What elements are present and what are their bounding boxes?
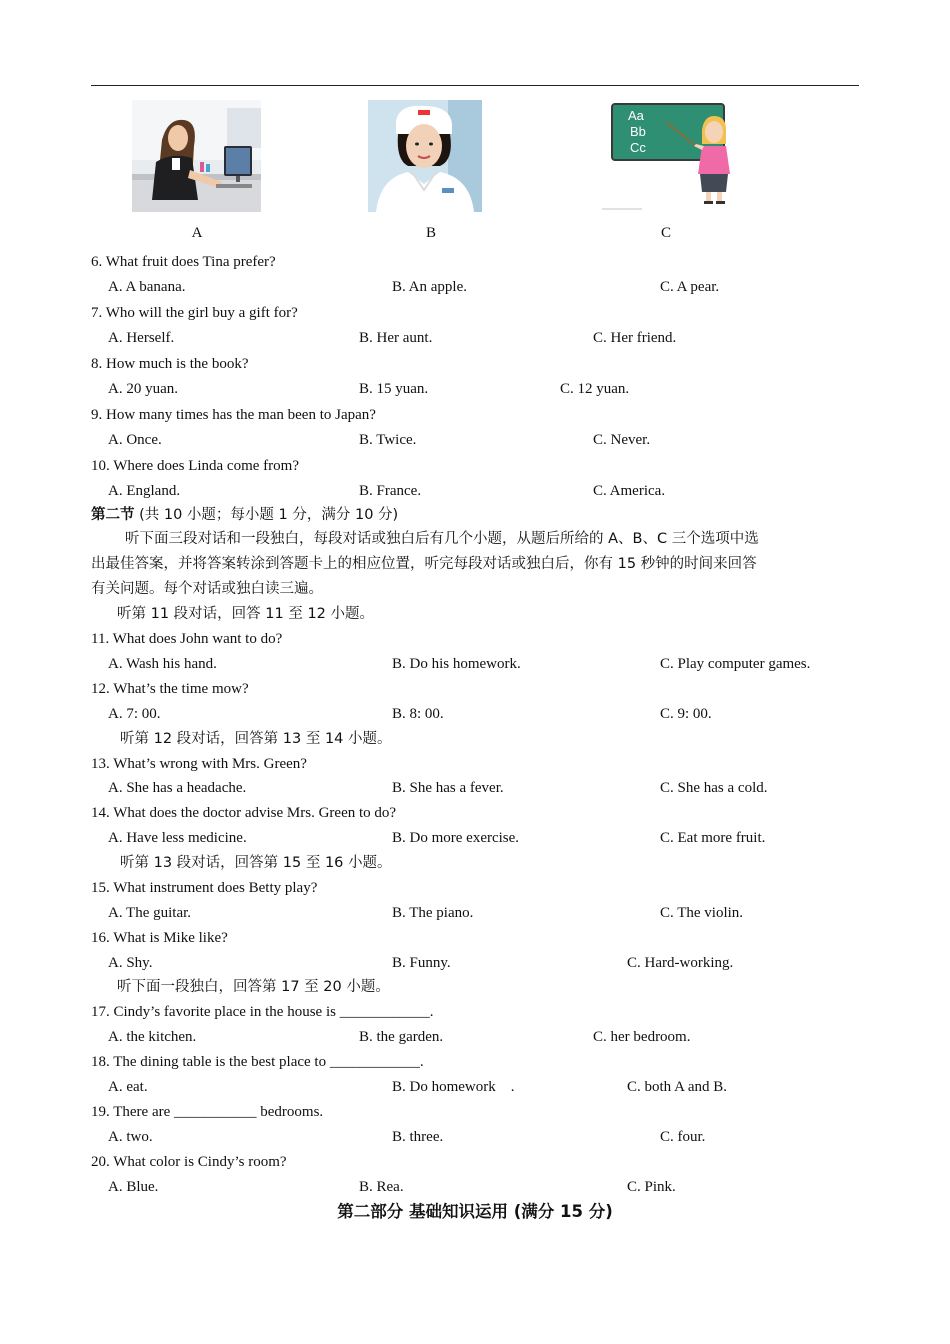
question-text: 17. Cindy’s favorite place in the house is ____________. [91,1004,434,1020]
question-text: 13. What’s wrong with Mrs. Green? [91,756,307,772]
option-a: A. the kitchen. [108,1029,197,1045]
options-6 [0,276,950,298]
group-heading-2 [0,728,950,750]
question-text: 19. There are ___________ bedrooms. [91,1104,324,1120]
question-12 [0,678,950,700]
group-heading-1 [0,603,950,625]
part-2-title [0,1200,950,1224]
question-20 [0,1151,950,1173]
option-a: A. Blue. [108,1179,159,1195]
options-12 [0,703,950,725]
options-7 [0,327,950,349]
question-6 [0,251,950,273]
option-b: B. An apple. [392,279,467,295]
option-b: B. She has a fever. [392,780,504,796]
board-text-1: Aa [628,108,644,123]
question-18 [0,1051,950,1073]
instruction-text: 有关问题。每个对话或独白读三遍。 [91,581,323,597]
question-text: 12. What’s the time mow? [91,681,249,697]
option-c: C. 9: 00. [660,706,712,722]
question-text: 7. Who will the girl buy a gift for? [91,305,298,321]
options-13 [0,777,950,799]
options-18 [0,1076,950,1098]
option-a: A. eat. [108,1079,148,1095]
option-a: A. The guitar. [108,905,192,921]
picture-label-c: C [660,225,671,241]
options-10 [0,480,950,502]
question-14 [0,802,950,824]
group-heading-text: 听第 11 段对话，回答 11 至 12 小题。 [117,606,375,622]
instruction-line-2 [0,553,950,575]
group-heading-4 [0,976,950,998]
question-17 [0,1001,950,1023]
question-text: 10. Where does Linda come from? [91,458,299,474]
question-text: 18. The dining table is the best place to ____________. [91,1054,424,1070]
options-20 [0,1176,950,1198]
option-c: C. 12 yuan. [560,381,630,397]
question-text: 16. What is Mike like? [91,930,228,946]
option-c: C. her bedroom. [593,1029,691,1045]
option-b: B. Do homework . [392,1079,515,1095]
option-b: B. Funny. [392,955,451,971]
question-text: 14. What does the doctor advise Mrs. Green to do? [91,805,397,821]
question-text: 15. What instrument does Betty play? [91,880,318,896]
option-b: B. Do his homework. [392,656,521,672]
instruction-line-1 [0,528,950,550]
option-a: A. Herself. [108,330,175,346]
option-c: C. Hard-working. [627,955,734,971]
instruction-text: 出最佳答案，并将答案转涂到答题卡上的相应位置，听完每段对话或独白后，你有 15 秒钟的时间来回答 [91,556,757,572]
option-a: A. Shy. [108,955,153,971]
picture-label-a: A [191,225,203,241]
nurse-picture [368,100,482,212]
options-8 [0,378,950,400]
options-9 [0,429,950,451]
option-b: B. Her aunt. [359,330,433,346]
option-b: B. 15 yuan. [359,381,429,397]
option-c: C. A pear. [660,279,720,295]
question-9 [0,404,950,426]
group-heading-text: 听第 12 段对话，回答第 13 至 14 小题。 [120,731,392,747]
option-c: C. America. [593,483,666,499]
option-c: C. Pink. [627,1179,676,1195]
option-a: A. A banana. [108,279,186,295]
option-c: C. four. [660,1129,706,1145]
options-11 [0,653,950,675]
option-b: B. The piano. [392,905,474,921]
question-19 [0,1101,950,1123]
option-a: A. Have less medicine. [108,830,247,846]
option-b: B. Rea. [359,1179,404,1195]
question-text: 8. How much is the book? [91,356,249,372]
option-c: C. Eat more fruit. [660,830,766,846]
teacher-blackboard-picture [598,100,744,212]
options-16 [0,952,950,974]
board-text-3: Cc [630,140,646,155]
option-a: A. England. [108,483,181,499]
option-c: C. The violin. [660,905,744,921]
instruction-line-3 [0,578,950,600]
group-heading-text: 听下面一段独白，回答第 17 至 20 小题。 [117,979,390,995]
option-b: B. Do more exercise. [392,830,520,846]
instruction-text: 听下面三段对话和一段独白，每段对话或独白后有几个小题，从题后所给的 A、B、C 三个选项中选 [125,531,759,547]
question-text: 11. What does John want to do? [91,631,283,647]
section-2-note: (共 10 小题；每小题 1 分，满分 10 分) [134,507,399,523]
section-2-header [0,504,950,526]
group-heading-3 [0,852,950,874]
option-c: C. both A and B. [627,1079,728,1095]
question-13 [0,753,950,775]
option-a: A. two. [108,1129,153,1145]
office-woman-computer-picture [132,100,261,212]
option-b: B. the garden. [359,1029,444,1045]
question-10 [0,455,950,477]
board-text-2: Bb [630,124,646,139]
options-19 [0,1126,950,1148]
header-rule [91,85,859,86]
option-a: A. 7: 00. [108,706,161,722]
question-11 [0,628,950,650]
question-7 [0,302,950,324]
part-2-title-text: 第二部分 基础知识运用 (满分 15 分) [337,1202,613,1221]
question-15 [0,877,950,899]
option-c: C. She has a cold. [660,780,768,796]
option-a: A. She has a headache. [108,780,247,796]
options-17 [0,1026,950,1048]
question-text: 9. How many times has the man been to Japan? [91,407,376,423]
question-text: 6. What fruit does Tina prefer? [91,254,276,270]
options-15 [0,902,950,924]
option-c: C. Her friend. [593,330,677,346]
option-b: B. three. [392,1129,444,1145]
option-a: A. Once. [108,432,162,448]
option-a: A. 20 yuan. [108,381,178,397]
option-a: A. Wash his hand. [108,656,217,672]
question-text: 20. What color is Cindy’s room? [91,1154,287,1170]
option-c: C. Play computer games. [660,656,811,672]
group-heading-text: 听第 13 段对话，回答第 15 至 16 小题。 [120,855,392,871]
options-14 [0,827,950,849]
option-c: C. Never. [593,432,651,448]
option-b: B. 8: 00. [392,706,444,722]
question-8 [0,353,950,375]
option-b: B. Twice. [359,432,417,448]
section-2-title: 第二节 [91,507,135,523]
option-b: B. France. [359,483,422,499]
question-16 [0,927,950,949]
picture-label-b: B [425,225,436,241]
